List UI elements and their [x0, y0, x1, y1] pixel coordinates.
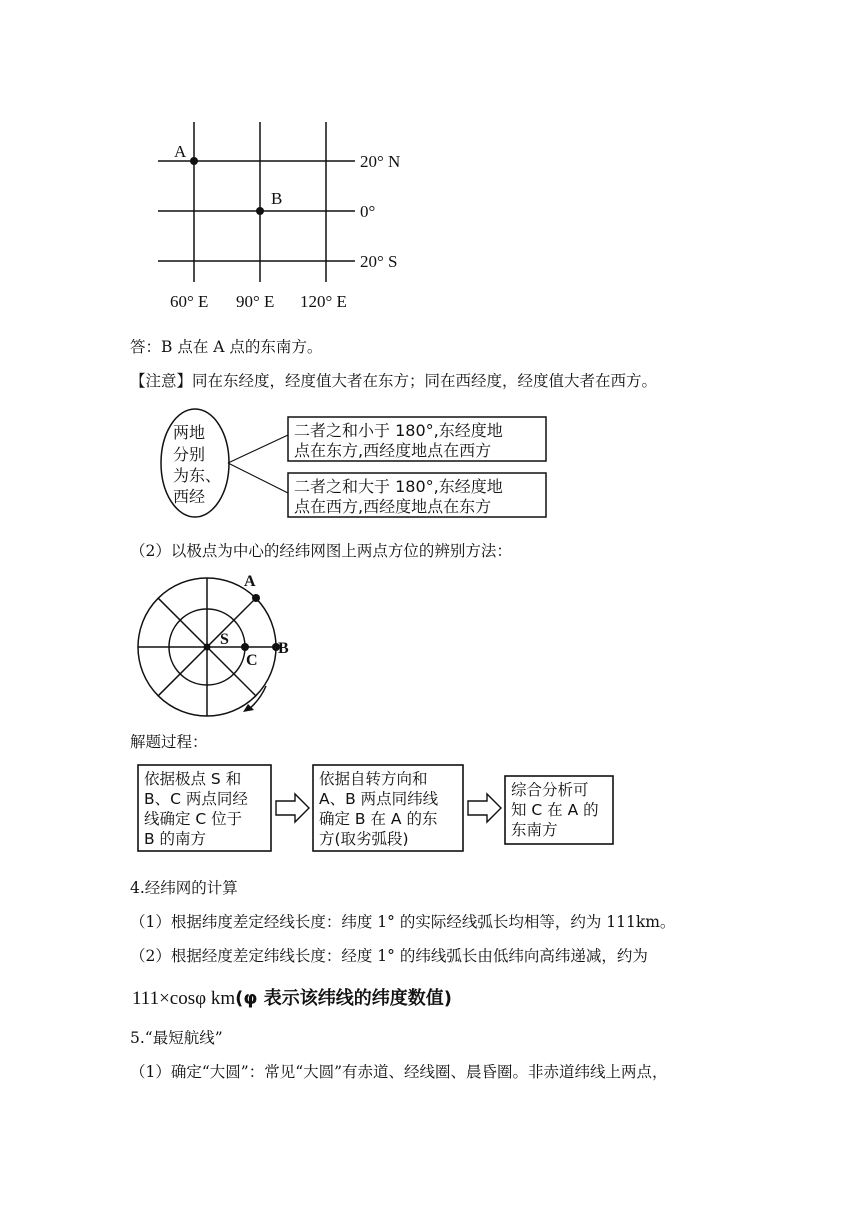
lat-label-20n: 20° N: [360, 152, 401, 171]
polar-point-b-label: B: [278, 640, 289, 657]
formula: [132, 984, 452, 1010]
note-text: 【注意】同在东经度，经度值大者在东方；同在西经度，经度值大者在西方。: [130, 372, 658, 390]
connector-top: [228, 435, 288, 463]
oval-line-3: 为东、: [173, 466, 222, 485]
oval-line-4: 西经: [173, 487, 206, 506]
flow-box-2-line-2: A、B 两点同纬线: [319, 790, 439, 808]
flow-box-3-line-3: 东南方: [511, 821, 558, 839]
flow-box-1-line-3: 线确定 C 位于: [144, 810, 243, 828]
polar-point-a-label: A: [244, 573, 256, 590]
point-a-label: A: [174, 142, 187, 161]
point-c-dot: [241, 643, 249, 651]
lon-label-120e: 120° E: [300, 292, 347, 311]
answer-text: 答：B 点在 A 点的东南方。: [130, 338, 323, 356]
polar-heading: （2）以极点为中心的经纬网图上两点方位的辨别方法：: [130, 542, 512, 560]
lon-label-90e: 90° E: [236, 292, 275, 311]
section-4-title: 4.经纬网的计算: [130, 879, 238, 897]
formula-note: (φ 表示该纬线的纬度数值): [235, 988, 452, 1009]
rule-box-2-line-2: 点在西方,西经度地点在东方: [294, 497, 492, 516]
section-5-title: 5.“最短航线”: [130, 1029, 223, 1047]
flow-box-3-line-2: 知 C 在 A 的: [511, 801, 599, 819]
rule-box-1-line-1: 二者之和小于 180°,东经度地: [294, 421, 503, 440]
flow-box-2-line-4: 方(取劣弧段): [319, 830, 409, 848]
section-4-item-1: （1）根据纬度差定经线长度：纬度 1° 的实际经线弧长均相等，约为 111km。: [130, 913, 676, 931]
flow-box-1-line-1: 依据极点 S 和: [144, 770, 242, 788]
lat-label-0: 0°: [360, 202, 376, 221]
solution-heading: 解题过程：: [130, 733, 208, 751]
point-a-dot: [190, 157, 198, 165]
rotation-arrow-arc: [248, 686, 266, 710]
east-west-diagram: [160, 405, 555, 525]
pole-label: S: [220, 631, 229, 648]
solution-flow: [135, 762, 625, 862]
polar-point-c-label: C: [246, 652, 258, 669]
formula-math: 111×cosφ km: [132, 988, 236, 1009]
lat-label-20s: 20° S: [360, 252, 398, 271]
point-a-dot: [252, 594, 260, 602]
oval-line-1: 两地: [173, 423, 206, 442]
point-b-label: B: [271, 189, 283, 208]
flow-box-1-line-2: B、C 两点同经: [144, 790, 248, 808]
grid-lines: [158, 122, 355, 282]
flow-box-2-line-1: 依据自转方向和: [319, 770, 428, 788]
lon-label-60e: 60° E: [170, 292, 209, 311]
section-4-item-2: （2）根据经度差定纬线长度：经度 1° 的纬线弧长由低纬向高纬递减，约为: [130, 947, 648, 965]
oval-line-2: 分别: [173, 445, 206, 464]
polar-figure: [130, 568, 300, 728]
point-b-dot: [256, 207, 264, 215]
flow-box-2-line-3: 确定 B 在 A 的东: [319, 810, 438, 828]
section-5-item-1: （1）确定“大圆”：常见“大圆”有赤道、经线圈、晨昏圈。非赤道纬线上两点，: [130, 1063, 668, 1081]
flow-box-3-line-1: 综合分析可: [511, 781, 589, 799]
rule-box-1-line-2: 点在东方,西经度地点在西方: [294, 441, 492, 460]
rule-box-2-line-1: 二者之和大于 180°,东经度地: [294, 477, 503, 496]
flow-box-1-line-4: B 的南方: [144, 830, 207, 848]
pole-dot: [204, 644, 211, 651]
flow-arrow-1: [276, 794, 309, 822]
flow-arrow-2: [468, 794, 501, 822]
lat-lon-grid-figure: [140, 110, 440, 315]
connector-bottom: [228, 463, 288, 493]
